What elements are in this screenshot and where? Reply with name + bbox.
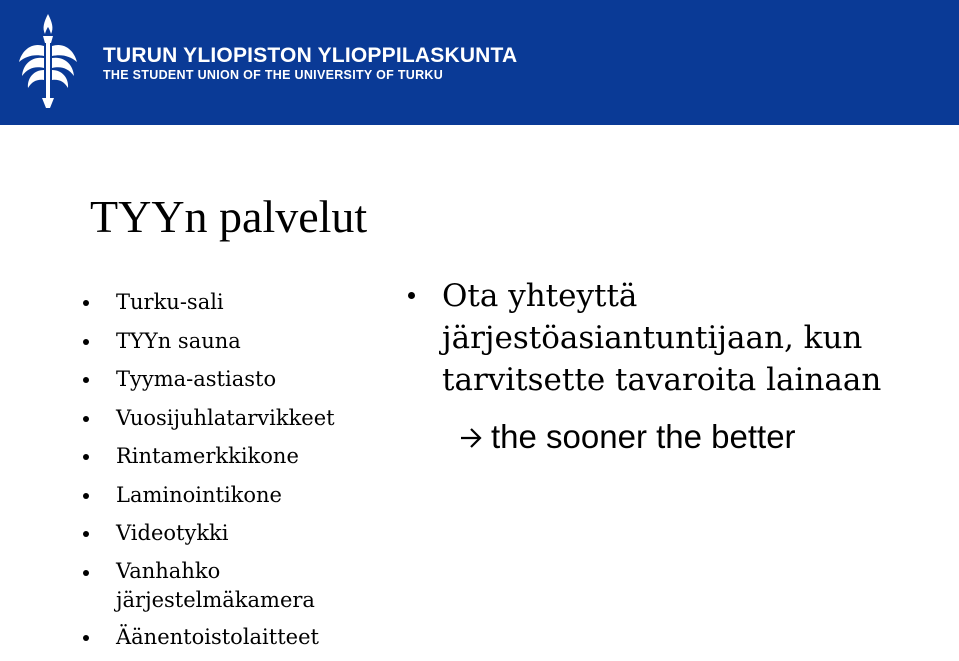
contact-text: Ota yhteyttä järjestöasiantuntijaan, kun tarvitsette tavaroita lainaan — [405, 275, 925, 401]
list-item: Laminointikone — [80, 480, 380, 511]
list-item: Tyyma-astiasto — [80, 364, 380, 395]
torch-laurel-logo-icon — [14, 12, 82, 112]
list-item: TYYn sauna — [80, 326, 380, 357]
arrow-note-text: the sooner the better — [491, 418, 796, 455]
header-banner — [0, 0, 959, 125]
right-arrow-icon — [460, 427, 482, 449]
slide-title: TYYn palvelut — [90, 191, 368, 242]
list-item: Vanhahko järjestelmäkamera — [80, 557, 380, 615]
list-item: Videotykki — [80, 518, 380, 549]
contact-block — [405, 275, 925, 401]
org-name-finnish: TURUN YLIOPISTON YLIOPPILASKUNTA — [103, 44, 518, 67]
list-item: Turku-sali — [80, 287, 380, 318]
list-item: Äänentoistolaitteet — [80, 622, 380, 653]
services-list — [80, 287, 380, 661]
list-item: Vuosijuhlatarvikkeet — [80, 403, 380, 434]
list-item: Rintamerkkikone — [80, 441, 380, 472]
arrow-note — [460, 418, 796, 456]
org-name-english: THE STUDENT UNION OF THE UNIVERSITY OF TURKU — [103, 68, 444, 82]
